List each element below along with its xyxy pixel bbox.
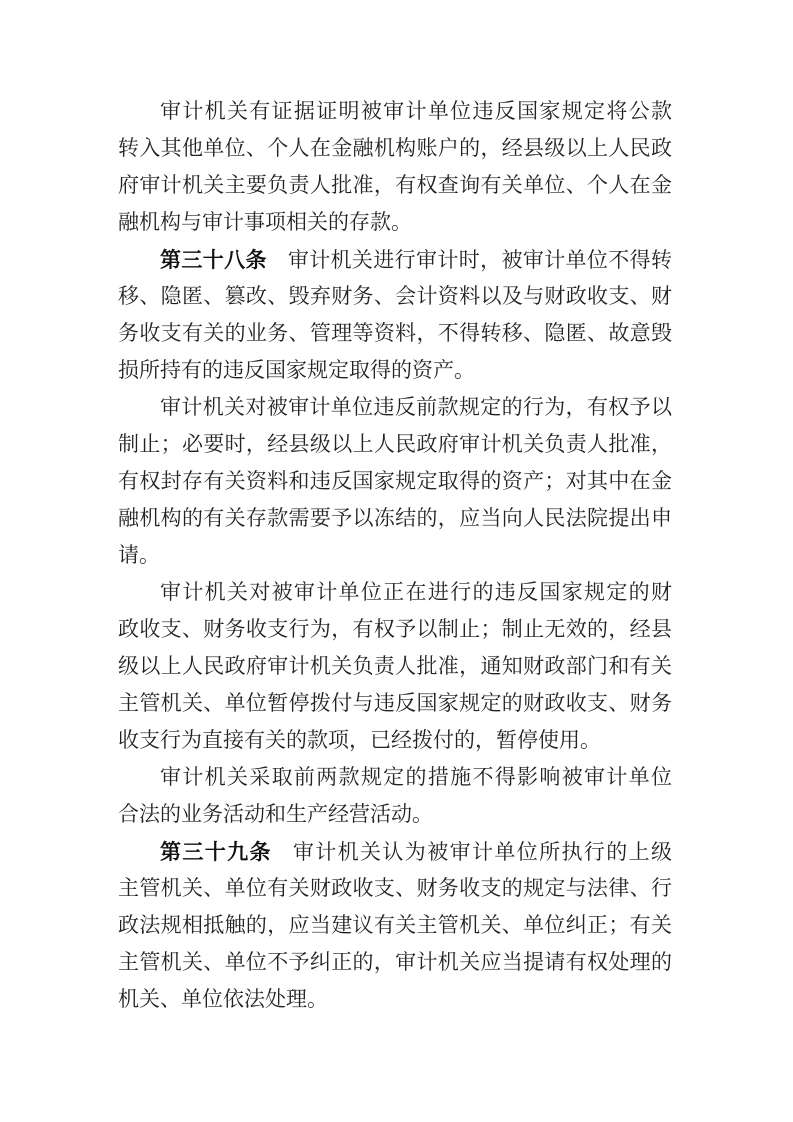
text-line: 合法的业务活动和生产经营活动。 <box>118 802 433 826</box>
text-line: 转入其他单位、个人在金融机构账户的，经县级以上人民政 <box>118 136 672 160</box>
text-line: 审计机关采取前两款规定的措施不得影响被审计单位 <box>160 765 672 789</box>
text-line: 有权封存有关资料和违反国家规定取得的资产；对其中在金 <box>118 469 672 493</box>
text-line-content: 审计机关认为被审计单位所执行的上级 <box>292 840 672 864</box>
text-line: 制止；必要时，经县级以上人民政府审计机关负责人批准， <box>118 432 672 456</box>
text-line: 务收支有关的业务、管理等资料，不得转移、隐匿、故意毁 <box>118 321 672 345</box>
text-line: 政法规相抵触的，应当建议有关主管机关、单位纠正；有关 <box>118 913 672 937</box>
text-line <box>118 833 672 870</box>
text-line: 政收支、财务收支行为，有权予以制止；制止无效的，经县 <box>118 617 672 641</box>
paragraph <box>118 574 672 759</box>
text-line: 收支行为直接有关的款项，已经拨付的，暂停使用。 <box>118 728 601 752</box>
text-line: 主管机关、单位有关财政收支、财务收支的规定与法律、行 <box>118 876 672 900</box>
document-body <box>118 93 672 1018</box>
text-line: 请。 <box>118 543 160 567</box>
text-line: 级以上人民政府审计机关负责人批准，通知财政部门和有关 <box>118 654 672 678</box>
text-line: 审计机关对被审计单位违反前款规定的行为，有权予以 <box>160 395 672 419</box>
article-paragraph <box>118 241 672 389</box>
paragraph <box>118 389 672 574</box>
text-line: 府审计机关主要负责人批准，有权查询有关单位、个人在金 <box>118 173 672 197</box>
text-line: 审计机关有证据证明被审计单位违反国家规定将公款 <box>160 99 672 123</box>
text-line: 融机构的有关存款需要予以冻结的，应当向人民法院提出申 <box>118 506 672 530</box>
text-line-content: 审计机关进行审计时，被审计单位不得转 <box>287 248 673 272</box>
article-heading: 第三十九条 <box>160 839 272 864</box>
article-heading: 第三十八条 <box>160 247 267 272</box>
text-line: 融机构与审计事项相关的存款。 <box>118 210 412 234</box>
text-line: 移、隐匿、篡改、毁弃财务、会计资料以及与财政收支、财 <box>118 284 672 308</box>
paragraph <box>118 93 672 241</box>
text-line <box>118 241 672 278</box>
text-line: 主管机关、单位不予纠正的，审计机关应当提请有权处理的 <box>118 950 672 974</box>
text-line: 审计机关对被审计单位正在进行的违反国家规定的财 <box>160 580 672 604</box>
text-line: 主管机关、单位暂停拨付与违反国家规定的财政收支、财务 <box>118 691 672 715</box>
text-line: 损所持有的违反国家规定取得的资产。 <box>118 358 475 382</box>
text-line: 机关、单位依法处理。 <box>118 987 328 1011</box>
article-paragraph <box>118 833 672 1018</box>
paragraph <box>118 759 672 833</box>
